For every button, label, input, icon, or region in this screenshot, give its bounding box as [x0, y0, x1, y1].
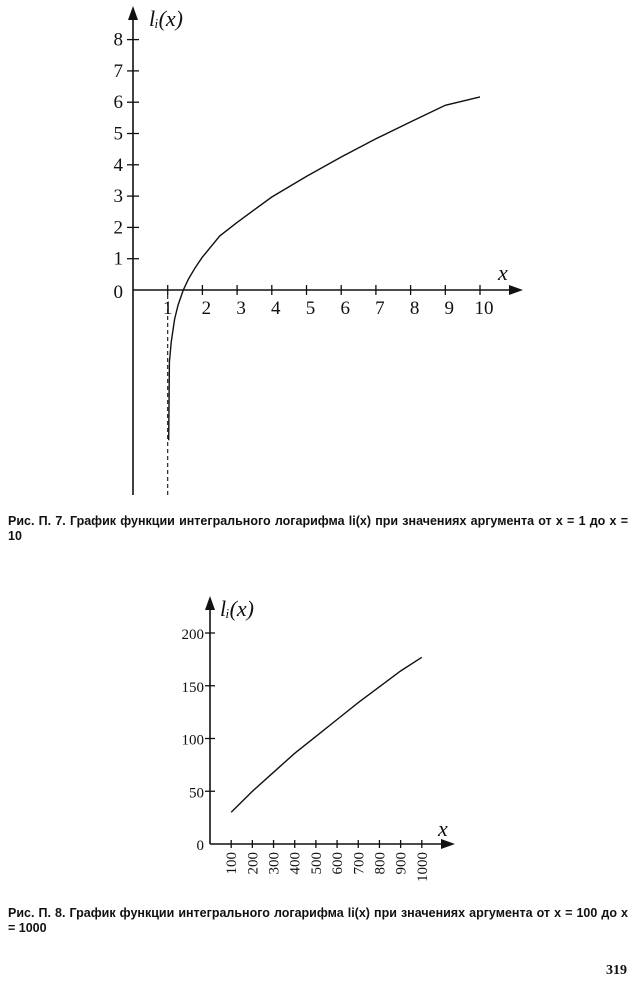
x-tick-label: 3 [236, 298, 246, 319]
x-tick-label: 100 [224, 852, 241, 875]
y-tick-label: 100 [181, 732, 204, 749]
x-tick-label: 600 [330, 852, 347, 875]
x-tick-label: 2 [201, 298, 212, 319]
y-tick-label: 0 [196, 838, 204, 854]
li-curve [169, 97, 480, 440]
x-tick-label: 800 [372, 852, 389, 875]
li-curve [231, 657, 422, 812]
x-tick-label: 300 [266, 852, 283, 875]
x-tick-label: 6 [340, 298, 350, 319]
page-number: 319 [606, 963, 627, 978]
x-tick-label: 1 [162, 298, 173, 319]
x-tick-label: 1000 [414, 852, 431, 882]
y-axis-arrow [205, 596, 215, 610]
y-tick-label: 8 [113, 29, 123, 51]
y-tick-label: 6 [113, 92, 123, 114]
y-axis-label: lᵢ(x) [220, 596, 255, 621]
x-axis-label: x [438, 816, 448, 841]
x-tick-label: 500 [308, 852, 325, 875]
y-tick-label: 150 [181, 679, 204, 696]
chart-li-100-to-1000 [0, 590, 635, 890]
x-tick-label: 5 [305, 298, 316, 319]
x-tick-label: 10 [474, 298, 494, 319]
x-tick-label: 9 [444, 298, 455, 319]
y-tick-label: 4 [113, 154, 123, 176]
x-tick-label: 900 [393, 852, 410, 875]
x-tick-label: 700 [351, 852, 368, 875]
y-tick-label: 50 [189, 785, 204, 802]
y-tick-label: 3 [113, 186, 123, 208]
x-tick-label: 200 [245, 852, 262, 875]
y-axis-label: lᵢ(x) [149, 6, 184, 31]
x-axis-label: x [498, 260, 508, 285]
y-tick-label: 5 [113, 123, 123, 145]
caption-fig7: Рис. П. 7. График функции интегрального логарифма li(x) при значениях аргумента от x = 1 до x = 10 [8, 514, 628, 543]
caption-fig8: Рис. П. 8. График функции интегрального логарифма li(x) при значениях аргумента от x = 100 до x = 1000 [8, 906, 628, 935]
x-tick-label: 7 [375, 298, 385, 319]
y-tick-label: 2 [113, 217, 123, 239]
x-tick-label: 8 [409, 298, 420, 319]
y-axis-arrow [128, 6, 138, 20]
y-tick-label: 1 [113, 248, 123, 270]
y-tick-label: 7 [113, 60, 123, 82]
x-axis-arrow [509, 285, 523, 295]
y-tick-label: 200 [181, 627, 204, 643]
y-tick-label: 0 [113, 282, 123, 303]
x-tick-label: 4 [271, 298, 281, 319]
x-tick-label: 400 [287, 852, 304, 875]
